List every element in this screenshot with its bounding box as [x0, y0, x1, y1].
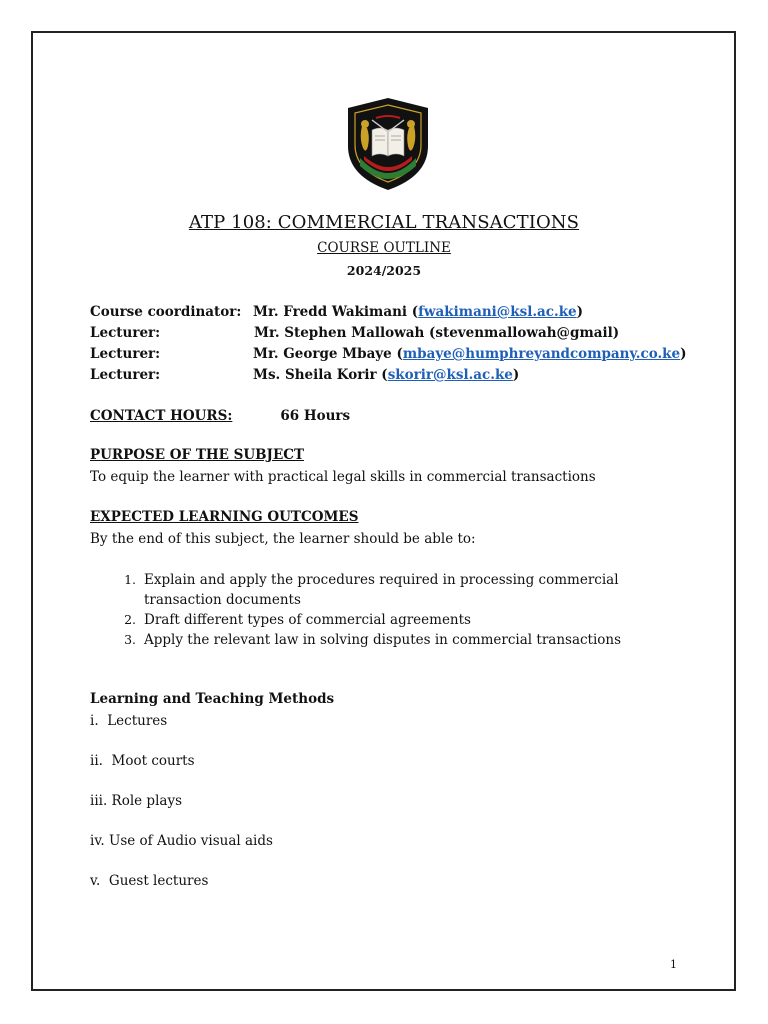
staff-name: Mr. George Mbaye (: [253, 346, 403, 362]
staff-row-lecturer: [90, 346, 687, 367]
outcomes-list: [108, 570, 628, 650]
list-text: Explain and apply the procedures required in processing commercial transaction documents: [144, 572, 619, 608]
staff-row-lecturer: [90, 325, 687, 346]
method-text: Guest lectures: [108, 873, 209, 889]
list-number: 2.: [124, 612, 136, 627]
method-number: ii.: [90, 753, 103, 769]
method-number: iv.: [90, 833, 105, 849]
method-text: Moot courts: [111, 753, 195, 769]
contact-hours-label: CONTACT HOURS:: [90, 408, 233, 424]
staff-role: Lecturer:: [90, 325, 161, 341]
staff-suffix: ): [576, 304, 584, 320]
staff-role: Lecturer:: [90, 367, 161, 383]
method-text: Lectures: [107, 713, 168, 729]
academic-year: 2024/2025: [346, 263, 422, 278]
contact-hours-value: 66 Hours: [280, 408, 351, 424]
method-text: Use of Audio visual aids: [108, 833, 273, 849]
list-text: Draft different types of commercial agreements: [144, 612, 471, 628]
method-item: [90, 713, 167, 729]
staff-role: Lecturer:: [90, 346, 161, 362]
email-link[interactable]: mbaye@humphreyandcompany.co.ke: [402, 346, 681, 362]
method-item: [90, 873, 208, 889]
staff-suffix: ): [680, 346, 687, 362]
staff-name: Mr. Stephen Mallowah (stevenmallowah@gmail): [254, 325, 620, 341]
list-number: 1.: [124, 572, 136, 587]
outcomes-intro: By the end of this subject, the learner should be able to:: [90, 531, 476, 547]
staff-row-coordinator: [90, 304, 687, 325]
school-crest-icon: [342, 96, 434, 192]
method-text: Role plays: [111, 793, 182, 809]
method-item: [90, 753, 195, 769]
method-number: v.: [90, 873, 101, 889]
method-item: [90, 833, 273, 849]
method-number: i.: [90, 713, 99, 729]
purpose-text: To equip the learner with practical legal skills in commercial transactions: [90, 469, 596, 485]
list-number: 3.: [124, 632, 136, 647]
staff-role: Course coordinator:: [90, 304, 242, 320]
list-item: [108, 570, 628, 610]
list-item: [108, 630, 628, 650]
email-link[interactable]: fwakimani@ksl.ac.ke: [418, 304, 577, 320]
email-link[interactable]: skorir@ksl.ac.ke: [387, 367, 513, 383]
page-number: 1: [670, 958, 677, 971]
staff-suffix: ): [512, 367, 520, 383]
staff-name: Ms. Sheila Korir (: [253, 367, 388, 383]
contact-hours: [90, 408, 350, 424]
staff-list: [90, 304, 687, 388]
document-subtitle: COURSE OUTLINE: [317, 240, 451, 256]
document-title: ATP 108: COMMERCIAL TRANSACTIONS: [188, 212, 580, 233]
method-item: [90, 793, 182, 809]
outcomes-heading: EXPECTED LEARNING OUTCOMES: [90, 509, 359, 525]
method-number: iii.: [90, 793, 108, 809]
methods-heading: Learning and Teaching Methods: [90, 691, 335, 707]
list-text: Apply the relevant law in solving disputes in commercial transactions: [144, 632, 622, 648]
staff-row-lecturer: [90, 367, 687, 388]
purpose-heading: PURPOSE OF THE SUBJECT: [90, 447, 305, 463]
staff-name: Mr. Fredd Wakimani (: [253, 304, 419, 320]
list-item: [108, 610, 628, 630]
